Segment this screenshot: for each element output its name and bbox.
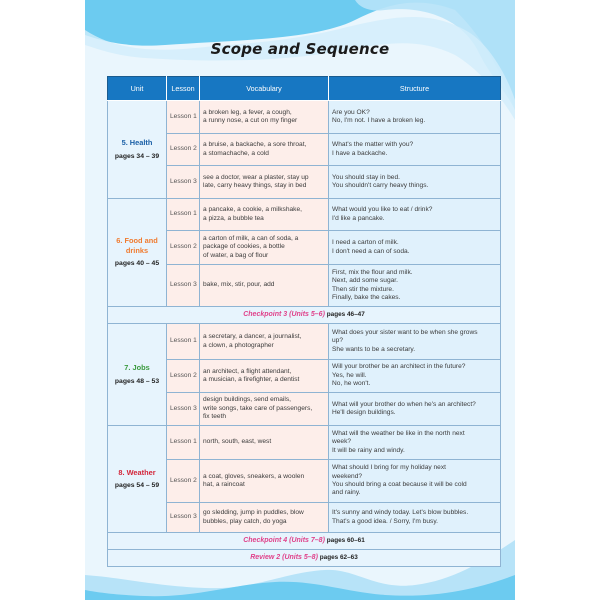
page-title: Scope and Sequence <box>210 40 390 58</box>
structure-line: What should I bring for my holiday next <box>332 464 446 472</box>
vocab-line: an architect, a flight attendant, <box>203 367 292 375</box>
vocabulary-cell <box>200 426 329 460</box>
table-header-row <box>108 77 501 101</box>
vocab-line: see a doctor, wear a plaster, stay up <box>203 173 309 181</box>
vocabulary-cell <box>200 393 329 426</box>
vocabulary-cell <box>200 134 329 166</box>
lesson-label: Lesson 1 <box>167 199 200 231</box>
structure-line: Then stir the mixture. <box>332 285 394 293</box>
structure-cell <box>329 324 501 360</box>
structure-cell <box>329 199 501 231</box>
lesson-label: Lesson 2 <box>167 460 200 503</box>
unit-pages: pages 48 – 53 <box>114 377 160 385</box>
vocab-line: a pancake, a cookie, a milkshake, <box>203 206 302 214</box>
lesson-label: Lesson 3 <box>167 503 200 533</box>
vocabulary-cell <box>200 231 329 265</box>
structure-line: It's sunny and windy today. Let's blow bubbles. <box>332 509 469 517</box>
structure-line: weekend? <box>332 472 363 480</box>
structure-cell <box>329 101 501 134</box>
vocab-line: a carton of milk, a can of soda, a <box>203 234 299 242</box>
unit-cell-jobs <box>108 324 167 426</box>
checkpoint-pages: pages 60–61 <box>326 536 365 544</box>
vocab-line: package of cookies, a bottle <box>203 243 285 251</box>
structure-cell <box>329 231 501 265</box>
vocabulary-cell <box>200 166 329 199</box>
checkpoint-4-band <box>108 533 501 550</box>
structure-line: week? <box>332 438 352 446</box>
review-pages: pages 62–63 <box>319 553 358 561</box>
lesson-label: Lesson 2 <box>167 134 200 166</box>
document-page <box>85 0 515 600</box>
checkpoint-label: Checkpoint 4 (Units 7–8) <box>243 536 325 544</box>
vocab-line: of water, a bag of flour <box>203 251 269 259</box>
structure-cell <box>329 360 501 393</box>
vocab-line: a coat, gloves, sneakers, a woolen <box>203 472 305 480</box>
vocab-line: late, carry heavy things, stay in bed <box>203 182 307 189</box>
checkpoint-3-row <box>108 307 501 324</box>
structure-line: up? <box>332 337 344 345</box>
vocabulary-cell <box>200 265 329 307</box>
review-label: Review 2 (Units 5–8) <box>250 553 318 561</box>
structure-line: It will be rainy and windy. <box>332 446 405 454</box>
unit-cell-weather <box>108 426 167 533</box>
lesson-label: Lesson 3 <box>167 166 200 199</box>
vocab-line: go sledding, jump in puddles, blow <box>203 509 304 517</box>
vocab-line: hat, a raincoat <box>203 481 245 488</box>
vocabulary-cell <box>200 360 329 393</box>
table-row <box>108 460 501 503</box>
vocabulary-cell <box>200 101 329 134</box>
vocabulary-cell <box>200 324 329 360</box>
vocab-line: a stomachache, a cold <box>203 149 269 157</box>
table-row <box>108 231 501 265</box>
structure-cell <box>329 503 501 533</box>
review-2-band <box>108 550 501 567</box>
table-row <box>108 324 501 360</box>
structure-line: Are you OK? <box>332 108 370 116</box>
table-row <box>108 503 501 533</box>
table-row <box>108 265 501 307</box>
unit-name: 7. Jobs <box>124 363 150 373</box>
unit-name-line: drinks <box>125 245 149 255</box>
scope-sequence-table <box>107 76 501 567</box>
structure-cell <box>329 393 501 426</box>
structure-line: What does your sister want to be when she grows <box>332 328 478 336</box>
vocab-line: a secretary, a dancer, a journalist, <box>203 333 302 341</box>
table-row <box>108 426 501 460</box>
vocabulary-cell <box>200 503 329 533</box>
structure-line: First, mix the flour and milk. <box>332 268 413 276</box>
table-row <box>108 199 501 231</box>
lesson-label: Lesson 1 <box>167 324 200 360</box>
structure-line: You shouldn't carry heavy things. <box>332 182 429 189</box>
vocabulary-cell <box>200 199 329 231</box>
lesson-label: Lesson 1 <box>167 101 200 134</box>
structure-cell <box>329 166 501 199</box>
table-row <box>108 101 501 134</box>
table-row <box>108 360 501 393</box>
checkpoint-label: Checkpoint 3 (Units 5–6) <box>243 310 325 318</box>
structure-line: No, I'm not. I have a broken leg. <box>332 117 426 124</box>
checkpoint-4-row <box>108 533 501 550</box>
structure-line: Finally, bake the cakes. <box>332 293 401 301</box>
header-lesson: Lesson <box>167 77 200 101</box>
unit-name-line: 6. Food and <box>116 236 158 246</box>
vocab-line: a clown, a photographer <box>203 341 274 349</box>
unit-name: 5. Health <box>121 138 153 148</box>
unit-pages: pages 54 – 59 <box>114 482 160 490</box>
structure-line: I'd like a pancake. <box>332 214 385 222</box>
table-row <box>108 166 501 199</box>
header-unit: Unit <box>108 77 167 101</box>
vocab-line: a runny nose, a cut on my finger <box>203 117 298 124</box>
unit-name: 8. Weather <box>118 467 156 477</box>
structure-line: She wants to be a secretary. <box>332 345 416 353</box>
header-vocabulary: Vocabulary <box>200 77 329 101</box>
unit-cell-health <box>108 101 167 199</box>
lesson-label: Lesson 2 <box>167 360 200 393</box>
vocab-line: design buildings, send emails, <box>203 396 291 404</box>
vocab-line: a pizza, a bubble tea <box>203 214 264 222</box>
vocab-line: write songs, take care of passengers, <box>203 404 313 412</box>
structure-line: That's a good idea. / Sorry, I'm busy. <box>332 517 438 525</box>
structure-line: Yes, he will. <box>332 371 367 379</box>
structure-line: What would you like to eat / drink? <box>332 206 433 214</box>
vocab-line: a bruise, a backache, a sore throat, <box>203 141 307 149</box>
table-row <box>108 393 501 426</box>
structure-line: What will your brother do when he's an architect? <box>332 400 476 408</box>
unit-pages: pages 40 – 45 <box>114 260 160 268</box>
structure-line: and rainy. <box>332 489 361 497</box>
structure-line: Next, add some sugar. <box>332 277 398 285</box>
structure-line: Will your brother be an architect in the future? <box>332 363 466 371</box>
structure-line: You should bring a coat because it will be cold <box>332 481 467 488</box>
structure-line: I don't need a can of soda. <box>332 247 410 255</box>
structure-cell <box>329 426 501 460</box>
vocab-line: north, south, east, west <box>203 438 272 446</box>
vocab-line: a broken leg, a fever, a cough, <box>203 108 292 116</box>
vocab-line: bake, mix, stir, pour, add <box>203 281 275 289</box>
lesson-label: Lesson 3 <box>167 393 200 426</box>
lesson-label: Lesson 1 <box>167 426 200 460</box>
structure-line: He'll design buildings. <box>332 409 396 416</box>
lesson-label: Lesson 3 <box>167 265 200 307</box>
structure-cell <box>329 134 501 166</box>
structure-cell <box>329 460 501 503</box>
structure-line: I need a carton of milk. <box>332 239 399 247</box>
unit-pages: pages 34 – 39 <box>114 152 160 160</box>
checkpoint-3-band <box>108 307 501 324</box>
structure-line: What's the matter with you? <box>332 141 414 149</box>
vocab-line: fix teeth <box>203 413 227 421</box>
unit-cell-food-and-drinks <box>108 199 167 307</box>
structure-line: I have a backache. <box>332 149 388 157</box>
vocab-line: bubbles, play catch, do yoga <box>203 517 287 525</box>
review-2-row <box>108 550 501 567</box>
lesson-label: Lesson 2 <box>167 231 200 265</box>
vocabulary-cell <box>200 460 329 503</box>
checkpoint-pages: pages 46–47 <box>326 310 365 318</box>
structure-line: You should stay in bed. <box>332 173 400 181</box>
header-structure: Structure <box>329 77 501 101</box>
table-row <box>108 134 501 166</box>
structure-cell <box>329 265 501 307</box>
vocab-line: a musician, a firefighter, a dentist <box>203 376 300 383</box>
structure-line: No, he won't. <box>332 380 371 388</box>
structure-line: What will the weather be like in the north next <box>332 429 465 437</box>
